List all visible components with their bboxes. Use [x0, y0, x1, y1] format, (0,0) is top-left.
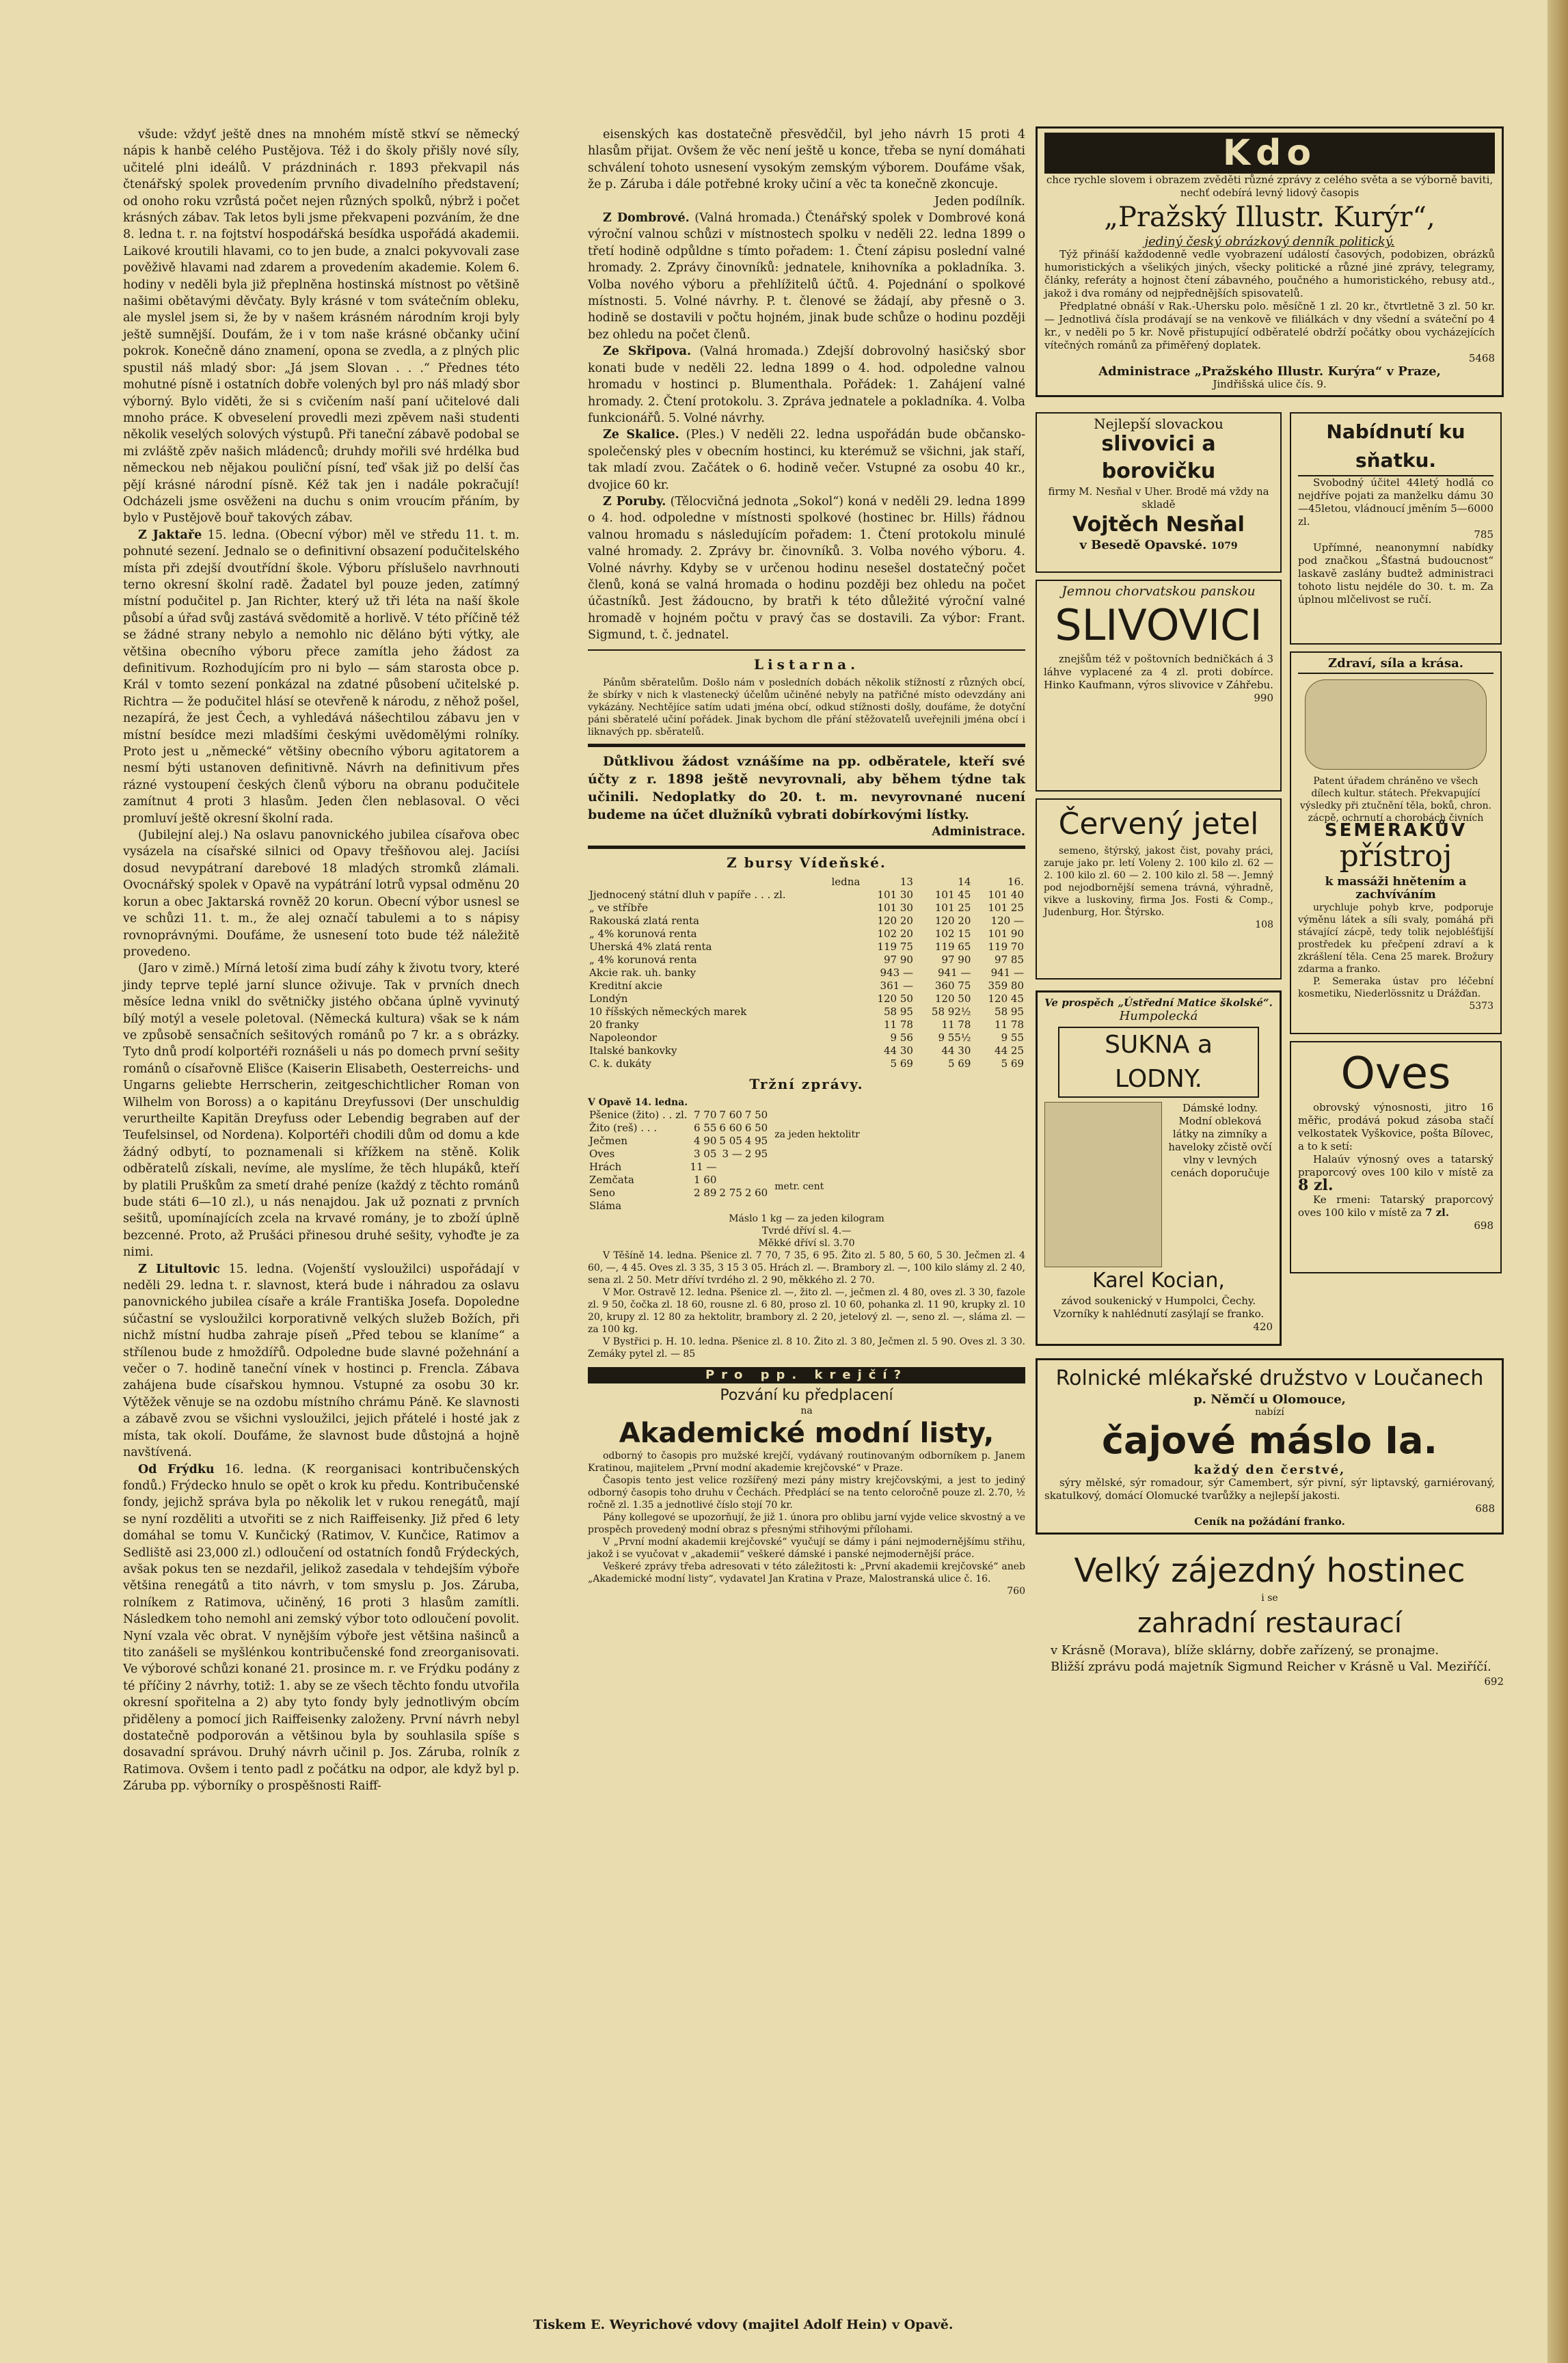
article-pustejov: všude: vždyť ještě dnes na mnohém místě stkví se německý nápis k hanbě celého Pustějova. Též i do školy přišly nové síly, učitelé plni ideálů. V prázdninách r. 1893 překvapil nás čtenářský spolek provedením prvního divadelního představení; od onoho roku vzrůstá počet nejen různých spolků, nýbrž i počet krásných zábav. Tak letos byli jsme překvapeni pozváním, že dne 8. ledna t. r. na fojtství hospodářská besídka uspořádá akademii. Laikové kroutili hlavami, co to jen bude, a znalci pokyvovali zase pověživě hlavami nad zdarem a provedením akademie. Kolem 6. hodiny v neděli byla již přeplněna hostinská místnost po většině našimi obětavými děvčaty. Byly krásné v tom svátečním obleku, ale myslel jsem si, že by v našem krásném národním kroji byly ještě sumnější. Doufám, že i v tom naše krásné občanky učiní pokrok. Konečně dáno znamení, opona se zvedla, a z plných plic spustil náš mladý sbor: „Já jsem Slovan . . .“ Přednes této mohutné písně i ostatních dobře volených byl pro náš mladý sbor výborný. Bylo viděti, že si s cvičením naší paní učitelové dali mnoho práce. K obveselení provedli mezi zpěvem naši studenti několik veselých solových výstupů. Při taneční zábavě podobal se mi zvláště zpěv našich mládenců; druhdy mořili své hrdélka bud německou neb nějakou pouliční písní, teď však již po delší čas pějí krásné národní písně. Kéž tak jen i nadále pokračují! Odcházeli jsme osvěženi na duchu s onim vroucím přáním, by bylo v Pustějově bouř takových zábav. [123, 128, 519, 526]
ad-jetel-title: Červený jetel [1058, 807, 1259, 841]
bursa-row-cell: 11 78 [995, 1018, 1024, 1031]
ad-chorv-code: 990 [1254, 692, 1273, 704]
printer-footer: Tiskem E. Weyrichové vdovy (majitel Adolf Hein) v Opavě. [533, 2317, 954, 2332]
trzni-table [588, 1109, 769, 1213]
ad-slivovice-top: Nejlepší slovackou [1094, 416, 1224, 432]
ad-right-stack [1290, 412, 1502, 1346]
trzni-row-cell: 4 95 [744, 1135, 768, 1148]
ad-hostinec-code: 692 [1484, 1675, 1504, 1688]
bursa-row-cell: 120 50 [877, 992, 913, 1005]
ad-hostinec-subtitle: zahradní restaurací [1137, 1608, 1402, 1639]
ad-hostinec-body-2: Bližší zprávu podá majetník Sigmund Reicher v Krásně u Val. Meziříčí. [1051, 1660, 1491, 1674]
divider [588, 649, 1025, 651]
bursa-row-cell: 97 90 [941, 953, 971, 966]
trzni-row-cell: Pšenice (žito) . . zl. [589, 1109, 688, 1122]
bursa-row-cell: Italské bankovky [589, 1044, 677, 1057]
bursa-row-cell: 5 69 [1001, 1057, 1024, 1070]
ad-slivovice-name: Vojtěch Nesňal [1072, 513, 1245, 537]
trzni-unit-metr-cent: metr. cent [774, 1181, 824, 1193]
drivi-mekke: Měkké dříví sl. 3.70 [758, 1238, 855, 1250]
trzni-row-cell: 3 — [722, 1148, 742, 1161]
bursa-row [588, 928, 1025, 941]
trzni-row-cell: 7 70 [694, 1109, 717, 1122]
ad-slivovice-code: 1079 [1211, 541, 1238, 552]
ad-krejci-body-5: Veškeré zprávy třeba adresovati v této záležitosti k: „První akademii krejčovské“ aneb „Akademické modní listy“, vydavatel Jan Kratina v Praze, Malostranská ulice č. 16. [588, 1561, 1025, 1584]
bursa-row-cell: 5 69 [890, 1057, 913, 1070]
tailor-figure-illustration [1044, 1102, 1162, 1267]
ad-left-stack [1036, 412, 1282, 1346]
column-3 [1036, 126, 1504, 1688]
trzni-row-cell: 5 05 [719, 1135, 742, 1148]
bursa-row [588, 954, 1025, 967]
ad-semerak-pristroj: přístroj [1339, 839, 1452, 874]
ad-mlek-body: sýry mělské, sýr romadour, sýr Camembert, sýr pivní, sýr liptavský, garniérovaný, skatulkový, domácí Olomucké tvarůžky a nejlepší jakosti. [1044, 1476, 1495, 1502]
ad-oves-price-1: 8 zl. [1298, 1176, 1334, 1194]
trzni-row-cell: 7 50 [744, 1109, 768, 1122]
drivi-tvrde: Tvrdé dříví sl. 4.— [761, 1226, 852, 1237]
article-frydek-text: 16. ledna. (K reorganisaci kontribučenských fondů.) Frýdecko hnulo se opět o krok ku předu. Kontribučenské fondy, jejichž správa byla po několik let v rukou renegátů, mají se nyní rozděliti a utvořiti se z nich Raiffeisenky. Již před 6 lety domáhal se tomu V. Kunčický (Ratimov, V. Kunčice, Ratimov a Sedliště asi 23,000 zl.) odloučení od ostatních fondů Frýdeckých, avšak pokus ten se nezdařil, jelikož zasedala v tehdejším výboře většina renegátů a tito návrh, v tom smyslu p. Jos. Záruba, rolníkem z Ratimova, učiněný, 16 proti 3 hlasům zamítli. Následkem toho nemohl ani zemský výbor toto odloučení povolit. Nyní vzala věc obrat. V nynějším výboře jest většina našinců a tito zanášeli se myšlénkou kontribučenské fond zreorganisovati. Ve výborové schůzi konané 21. prosince m. r. ve Frýdku podány z té příčiny 2 návrhy, totiž: 1. aby se ze všech těchto fondu utvořila okresní spořitelna a 2) aby tyto fondy byly jednotlivým obcím přiděleny a pomocí jich Raiffeisenky založeny. První návrh nebyl dostatečně podporován a většinou byla by souhlasila spíše s dosavadní správou. Druhý návrh učinil p. Jos. Záruba, rolník z Ratimova. Ovšem i tento padl z počátku na odpor, ale když byl p. Záruba pp. výborníky o prospěšnosti Raiff- [123, 1462, 519, 1794]
ad-krejci-body-1: odborný to časopis pro mužské krejčí, vydávaný routinovaným odborníkem p. Janem Kratinou, majitelem „První modní akademie krejčovské“ v Praze. [588, 1450, 1025, 1474]
bursa-row-cell: 44 25 [995, 1044, 1024, 1057]
trzni-row-cell [718, 1200, 743, 1213]
trzni-row [588, 1135, 769, 1148]
trzni-row-cell: Seno [589, 1187, 615, 1200]
ad-mlek-title: Rolnické mlékařské družstvo v Loučanech [1055, 1366, 1484, 1390]
ad-oves-title: Oves [1340, 1049, 1451, 1099]
trzni-row-cell: Zemčata [589, 1174, 634, 1187]
trzni-row-cell: Žito (reš) . . . [589, 1122, 658, 1135]
article-raiffeisen-cont: eisenských kas dostatečně přesvědčil, byl jeho návrh 15 proti 4 hlasům přijat. Ovšem že věc není ještě u konce, třeba se nyní domáhati schválení tohoto usnesení vysokým zemským výborem. Doufáme však, že p. Záruba i dále potřebné kroky učiní a věc ta konečně zkoncuje. [588, 128, 1025, 192]
article-skalice-place: Ze Skalice. [603, 428, 679, 442]
ad-kuryr-intro: chce rychle slovem i obrazem zvěděti různé zprávy z celého světa a se výborně baviti, nechť odebírá levný lidový časopis [1046, 174, 1493, 199]
bursa-row-header [588, 876, 1025, 889]
article-dombrova-text: (Valná hromada.) Čtenářský spolek v Dombrové koná výroční valnou schůzi v místnostech spolku v neděli 22. ledna 1899 o třetí hodině odpůldne s tímto pořadem: 1. Čtení zápisu poslední valné hromady. 2. Zprávy činovníků: jednatele, knihovníka a pokladníka. 3. Volba nového výboru a přehlížitelů účtů. 4. Pojednání o spolkové místnosti. 5. Volné návrhy. P. t. členové se žádají, aby přesně o 3. hodině se dostavili v počtu hojném, jinak bude schůze o hodinu později bez ohledu na počet členů. [588, 211, 1025, 342]
ad-snatek-body: Svobodný účitel 44letý hodlá co nejdříve pojati za manželku dámu 30—45letou, vládnoucí jměním 5—6000 zl. [1298, 476, 1493, 528]
ad-sukna [1036, 990, 1282, 1346]
bursa-row-cell: 120 — [990, 914, 1024, 927]
ad-krejci-bar: Pro pp. krejčí? [588, 1367, 1025, 1383]
bursa-row [588, 1044, 1025, 1057]
bursa-row [588, 902, 1025, 915]
subscriber-notice-signature: Administrace. [932, 825, 1025, 839]
bursa-row-cell: 9 55 [1001, 1031, 1024, 1044]
bursa-row-cell: C. k. dukáty [589, 1057, 651, 1070]
ad-oves-offer-1 [1298, 1153, 1493, 1193]
ad-mlek-cajove: čajové máslo Ia. [1102, 1419, 1437, 1462]
trzni-row-cell: 6 50 [744, 1122, 768, 1135]
bursa-row-cell: 119 75 [877, 940, 913, 953]
bursa-row-cell: Rakouská zlatá renta [589, 914, 699, 927]
bursa-row-cell: „ ve stříbře [589, 901, 649, 914]
bursa-row [588, 889, 1025, 902]
ad-semerak-title: SEMERAKŮV [1324, 820, 1468, 841]
article-signature: Jeden podílník. [934, 194, 1025, 208]
ad-oves-offer-2 [1298, 1193, 1493, 1219]
bursa-row [588, 1031, 1025, 1044]
ad-slivovice-body: firmy M. Nesňal v Uher. Brodě má vždy na skladě [1048, 485, 1269, 511]
ad-snatek [1290, 412, 1502, 645]
ad-hostinec-title: Velký zájezdný hostinec [1074, 1552, 1465, 1590]
ad-mlek-code: 688 [1475, 1502, 1495, 1515]
ad-kuryr-price: Předplatné obnáší v Rak.-Uhersku polo. měsíčně 1 zl. 20 kr., čtvrtletně 3 zl. 50 kr. — Jednotlivá čísla prodávají se na venkově ve filiálkách v dny všední a sváteční po 4 kr., v neděli po 5 kr. Nově přistupující odběratelé obdrží počátky obou vycházejících vítečných románů za přiměřený doplatek. [1044, 300, 1495, 351]
bursa-row-cell: 359 80 [988, 979, 1024, 992]
trzni-row-cell: Oves [589, 1148, 615, 1161]
ad-hostinec-body: v Krásně (Morava), blíže sklárny, dobře zařízený, se pronajme. [1051, 1643, 1439, 1658]
bursa-row-cell: 58 95 [884, 1005, 913, 1018]
bursa-row-cell: 120 20 [934, 914, 971, 927]
article-jaktar-place: Z Jaktaře [138, 528, 202, 542]
article-litultovice-text: 15. ledna. (Vojenští vysloužilci) uspořádají v neděli 29. ledna t. r. slavnost, která bude i náhradou za oslavu panovnického jubilea císaře a krále Františka Josefa. Dopoledne súčastní se vysloužilci korporativně velkých služeb Božích, při nichž místní hudba zahraje píseň „Před tebou se klaníme“ a střílenou bude z hmoždířů. Odpoledne bude slavné požehnání a večer o 7. hodině taneční vínek v hostinci p. Frencla. Zábava zahájena bude císařskou hymnou. Vstupné za osobu 30 kr. Výtěžek věnuje se na ozdobu místního chrámu Páně. Ke slavnosti a zábavě zvou se všichni vysloužilci, jejich přátelé i hosté jak z místa, tak okolí. Doufáme, že slavnost bude důstojná a hojně navštívená. [123, 1262, 519, 1460]
bursa-row-cell: 101 40 [988, 888, 1024, 901]
article-frydek [123, 1461, 519, 1795]
bursa-row [588, 967, 1025, 980]
ad-snatek-title: Nabídnutí ku sňatku. [1298, 418, 1493, 476]
article-litultovice-place: Z Litultovic [138, 1262, 220, 1276]
trzni-row [588, 1200, 769, 1213]
bursa-row-cell: 58 95 [995, 1005, 1024, 1018]
bursa-row-cell: 11 78 [941, 1018, 971, 1031]
ad-row-1 [1036, 412, 1504, 1346]
ad-krejci-title: Akademické modní listy, [619, 1417, 995, 1449]
ad-sukna-middle [1044, 1102, 1273, 1267]
ad-slivovice-place-text: v Besedě Opavské. [1079, 538, 1207, 552]
bursa-row-cell: „ 4% korunová renta [589, 953, 697, 966]
ad-kuryr-subtitle: jediný český obrázkový denník politický. [1144, 234, 1395, 249]
bursa-row-cell: 101 30 [877, 888, 913, 901]
bursa-row-cell: 102 20 [877, 927, 913, 940]
ad-chorvatska-slivovice [1036, 580, 1282, 792]
bursa-row-cell: 120 45 [988, 992, 1024, 1005]
bursa-row-cell: 120 20 [877, 914, 913, 927]
article-skripov-text: (Valná hromada.) Zdejší dobrovolný hasičský sbor konati bude v neděli 22. ledna 1899 o 4. hod. odpoledne valnou hromadu v hostinci p. Blumenthala. Pořádek: 1. Zahájení valné hromady. 2. Čtení protokolu. 3. Zpráva jednatele a pokladníka. 4. Volba funkcionářů. 5. Volné návrhy. [588, 345, 1025, 425]
ad-sukna-label: Humpolecká [1119, 1009, 1198, 1023]
ad-krejci-body-2: Časopis tento jest velice rozšířený mezi pány mistry krejčovskými, a jest to jediný odborný časopis toho druhu v Čechách. Předplácí se na tento celoročně pouze zl. 2.70, ½ ročně zl. 1.35 a jednotlivé číslo stojí 70 kr. [588, 1474, 1025, 1511]
ad-oves [1290, 1041, 1502, 1273]
bursa-row-cell: 97 85 [995, 953, 1024, 966]
bursa-row-cell: 44 30 [941, 1044, 971, 1057]
ad-jetel-body: semeno, štýrský, jakost čist, povahy práci, zaruje jako pr. letí Voleny 2. 100 kilo zl. 62 — 2. 100 kilo zl. 60 — 2. 100 kilo zl. 58 —. Jemný pod nejodbornější semena trávná, výhradně, vikve a luskoviny, firma Jos. Fosti & Comp., Judenburg, Hor. Štýrsko. [1044, 846, 1273, 918]
trzni-row-cell: 2 89 [694, 1187, 717, 1200]
article-frydek-place: Od Frýdku [138, 1462, 215, 1476]
trzni-row-cell [744, 1174, 769, 1187]
bursa-row-cell: 101 30 [877, 901, 913, 914]
ad-slivovice-title: slivovici a borovičku [1101, 432, 1216, 483]
bursa-row-cell: Kreditní akcie [589, 979, 663, 992]
ad-sukna-title: SUKNA a LODNY. [1058, 1027, 1259, 1098]
trzni-row [588, 1187, 769, 1200]
article-skalice-text: (Ples.) V neděli 22. ledna uspořádán bude občansko-společenský ples v obecním hostinci, ku kterémuž se všichni, jak staří, tak mladí zvou. Začátek o 6. hodině večer. Vstupné za osobu 40 kr., dvojice 60 kr. [588, 428, 1025, 492]
trzni-row-cell [718, 1161, 743, 1174]
ad-hostinec [1036, 1550, 1504, 1688]
bursa-row-cell: 361 — [880, 979, 913, 992]
trzni-row-cell: 6 55 [694, 1122, 717, 1135]
trzni-row-cell: 2 60 [744, 1187, 768, 1200]
ad-semerak-firm: P. Semeraka ústav pro léčební kosmetiku, Niederlössnitz u Drážďan. [1298, 976, 1493, 999]
ad-mlek-place: p. Němčí u Olomouce, [1193, 1392, 1346, 1407]
trzni-row-cell: 11 — [690, 1161, 717, 1174]
trzni-row-cell: 1 60 [694, 1174, 717, 1187]
bursa-row-cell: Jjednocený státní dluh v papíře . . . zl. [589, 888, 786, 901]
bursa-row-cell: Akcie rak. uh. banky [589, 966, 697, 979]
bursa-row-cell: Londýn [589, 992, 628, 1005]
ad-kuryr-admin: Administrace „Pražského Illustr. Kurýra“ v Praze, [1098, 364, 1441, 379]
bursa-row-cell: 9 55½ [938, 1031, 971, 1044]
bursa-row-cell: 360 75 [934, 979, 971, 992]
bursa-row-cell: 102 15 [934, 927, 971, 940]
bursa-row-cell: 101 25 [988, 901, 1024, 914]
market-tesin: V Těšíně 14. ledna. Pšenice zl. 7 70, 7 35, 6 95. Žito zl. 5 80, 5 60, 5 30. Ječmen zl. 4 60, —, 4 45. Oves zl. 3 35, 3 15 3 05. Hrách zl. —. Brambory zl. —, 100 kilo slámy zl. 2 40, sena zl. 2 50. Metr dříví tvrdého zl. 2 90, měkkého zl. 2 70. [588, 1250, 1025, 1286]
trzni-unit-hektolitr: za jeden hektolitr [774, 1129, 860, 1141]
bursa-row-header-cell: 13 [900, 875, 913, 888]
ad-mlek-cenik: Ceník na požádání franko. [1194, 1515, 1345, 1528]
bursa-row-cell: 119 70 [988, 940, 1024, 953]
ad-sukna-top: Ve prospěch „Ústřední Matice školské“. [1044, 997, 1273, 1009]
bursa-row [588, 980, 1025, 993]
bursa-row-header-cell: 14 [958, 875, 971, 888]
market-bystrice: V Bystřici p. H. 10. ledna. Pšenice zl. 8 10. Žito zl. 3 80, Ječmen zl. 5 90. Oves zl. 3 30. Zemáky pytel zl. — 85 [588, 1336, 1025, 1360]
bursa-row-cell: 20 franky [589, 1018, 639, 1031]
bursa-row [588, 1057, 1025, 1070]
ad-semerak-body: urychluje pohyb krve, podporuje výměnu látek a síli svaly, pomáhá při stávající zácpě, tedy tolik nejobléšťijší prostředek ku přečpení zdraví a k zkrášlení těla. Cena 25 marek. Brožury zdarma a franko. [1298, 902, 1493, 975]
bursa-row-cell: 44 30 [884, 1044, 913, 1057]
ad-oves-code: 698 [1474, 1219, 1493, 1232]
ad-snatek-body-2: Upřímné, neanonymní nabídky pod značkou „Šťastná budoucnost“ laskavě zaslány budtež administraci tohoto listu nejdéle do 30. t. m. Za úplnou mlčelivost se ručí. [1298, 541, 1493, 606]
divider-thick [588, 744, 1025, 747]
bursa-heading: Z bursy Vídeňské. [727, 854, 887, 872]
ad-jetel [1036, 798, 1282, 980]
ad-krejci-body-4: V „První modní akademii krejčovské“ vyučují se dámy i páni nejmodernějšímu střihu, jakož i se vyučovat v „akademii“ veškeré dámské i panské nejmodernější práce. [588, 1536, 1025, 1560]
ad-kuryr-code: 5468 [1468, 352, 1495, 364]
bursa-row-header-cell: 16. [1008, 875, 1024, 888]
article-poruba-text: (Tělocvičná jednota „Sokol“) koná v neděli 29. ledna 1899 o 4. hod. odpoledne v místnosti spolkové (hostinec br. Hills) řádnou valnou hromadu s následujícím pořadem: 1. Čtení protokolu minulé valné hromady. 2. Zprávy br. činovníků. 3. Volba nového výboru. 4. Volné návrhy. Kdyby se v určenou hodinu nesešel dostatečný počet členů, koná se valná hromada o hodinu později bez ohledu na počet účastníků. Jest žádoucno, by bratři k této důležité výroční valné hromadě v hojném počtu v pravý čas se dostavili. Za výbor: Frant. Sigmund, t. č. jednatel. [588, 494, 1025, 643]
ad-slivovice-place [1044, 539, 1273, 552]
trzni-row-cell: 7 60 [719, 1109, 742, 1122]
scan-page-edge [1547, 0, 1568, 2363]
listarna-heading: Listarna. [753, 656, 860, 673]
bursa-row-cell: 58 92½ [931, 1005, 971, 1018]
bursa-row [588, 993, 1025, 1005]
bursa-row-cell: 941 — [990, 966, 1024, 979]
bursa-row-cell: 119 65 [934, 940, 971, 953]
ad-sukna-place: závod soukenický v Humpolci, Čechy. Vzorníky k nahlédnutí zasýlají se franko. [1053, 1295, 1265, 1320]
ad-chorv-title: SLIVOVICI [1055, 600, 1262, 650]
article-jaktar [123, 527, 519, 827]
trzni-row-cell: Sláma [589, 1200, 622, 1213]
article-poruba-place: Z Poruby. [603, 494, 666, 509]
divider-thick [588, 846, 1025, 849]
bursa-row-cell: 941 — [937, 966, 971, 979]
trzni-block [588, 1109, 1025, 1213]
trzni-row-cell: 2 95 [744, 1148, 768, 1161]
bursa-row [588, 941, 1025, 954]
article-dombrova [588, 210, 1025, 343]
bursa-row-cell: 9 56 [890, 1031, 913, 1044]
listarna-text: Pánům sběratelům. Došlo nám v posledních dobách několik stížností z různých obcí, že sbírky v nich k vlastenecký účelům učiněné nebyly na patřičné místo odevzdány ani vykázány. Nechtějíce satím udati jména obcí, odkud stížnosti došly, doufáme, že dotyční páni sběratelé učiní pořádek. Jinak bychom dle přání stěžovatelů uveřejnili jména obcí i liknavých pp. sběratelů. [588, 677, 1025, 738]
trzni-place: V Opavě 14. ledna. [588, 1097, 688, 1109]
ad-kuryr-body: Týž přináší každodenně vedle vyobrazení událostí časových, podobizen, obrázků humoristických a všelikých jiných, všecky politické a různé jiné zprávy, telegramy, články, referáty a hojnost čtení zábavného, poučného a humoristického, rebusy atd., jakož i dva romány od nejpřednějších spisovatelů. [1044, 248, 1495, 299]
subscriber-notice: Důtklivou žádost vznášíme na pp. odběratele, kteří své účty z r. 1898 ještě nevyrovnali, aby během týdne tak učinili. Nedoplatky do 20. t. m. nevyrovnané nucení budeme na účet dlužníků vybrati dobírkovými lístky. [588, 754, 1025, 822]
article-skalice [588, 427, 1025, 494]
ad-snatek-code: 785 [1474, 528, 1493, 541]
ad-semerak-code: 5373 [1469, 1001, 1493, 1012]
column-2 [588, 126, 1025, 1597]
bursa-row-cell: „ 4% korunová renta [589, 927, 697, 940]
article-dombrova-place: Z Dombrové. [603, 211, 690, 226]
trzni-row-cell [744, 1200, 769, 1213]
trzni-row [588, 1148, 769, 1161]
ad-oves-price-2: 7 zl. [1425, 1206, 1450, 1219]
ad-slivovice-nesnal [1036, 412, 1282, 573]
article-jaktar-text: 15. ledna. (Obecní výbor) měl ve středu 11. t. m. pohnuté sezení. Jednalo se o definitivní obsazení podučitelského místa při zdejší dvoutřídní škole. Výboru příslušelo navrhnouti terno okresní školní radě. Žadatel byl pouze jeden, zatímný místní podučitel p. Jan Richter, který už tři léta na naší škole působí a úřad svůj zastává svědomitě a horlivě. V této příčině též se žádné strany nebylo a nemohlo nic děláno býti výtky, ale většina obecního výboru přece zamítla jeho žádost za definitivum. Rozhodujícím pro ni bylo — sám starosta obce p. Král v tomto sezení ponkázal na zdatné působení učitelské p. Richtra — že podučitel hlásí se otevřeně k národu, z něhož pošel, nezapírá, že jest Čech, a vyhledává nášechtilou zábavu jen v místní besídce mezi mladšími českými uvědomělými rolníky. Proto jest u „německé“ většiny obecního výboru agitatorem a nesmí býti ustanoven definitivně. Návrh na definitivum přes rázné vystoupení českých členů výboru na obranu podučitele zamítnut 4 proti 3 hlasům. Jeden člen neblasoval. O věci promluví ještě okresní školní rada. [123, 528, 519, 826]
maslo-price: Máslo 1 kg — za jeden kilogram [729, 1213, 884, 1225]
article-jubilejni-alej: (Jubilejní alej.) Na oslavu panovnického jubilea císařova obec vysázela na císařské silnici od Opavy třešňovou alej. Jaciísi dosud nevypátraní darebové 18 mladých stromků zlámali. Ovocnářský spolek v Opavě na vypátrání lotrů vypsal odměnu 20 korun a obec Jaktarská rovněž 20 korun. Obecní výbor usnesl se ve schůzi 11. t. m., že alej označí tabulemi a to s nápisy rovnoprávnými. Doufáme, že usnesení toto bude též náležitě provedeno. [123, 828, 519, 959]
bursa-row-cell: 97 90 [884, 953, 913, 966]
ad-sukna-code: 420 [1253, 1321, 1273, 1333]
ad-sukna-name: Karel Kocian, [1092, 1269, 1225, 1293]
ad-oves-offer-1-text: Halaúv výnosný oves a tatarský praporcový oves 100 kilo v místě za [1298, 1153, 1493, 1178]
ad-chorv-body: znejšům též v poštovních bedničkách á 3 láhve vyplacené za 4 zl. proti dobírce. Hinko Kaufmann, výros slivovice v Záhřebu. [1044, 653, 1273, 691]
bursa-row-cell: 5 69 [947, 1057, 971, 1070]
bursa-row-cell: 101 90 [988, 927, 1024, 940]
bursa-row-cell: 101 25 [934, 901, 971, 914]
trzni-row-cell [744, 1161, 769, 1174]
ad-hostinec-se: i se [1261, 1593, 1278, 1604]
bursa-row-cell: 120 50 [934, 992, 971, 1005]
ad-mlek-daily: každý den čerstvé, [1193, 1463, 1346, 1477]
trzni-row [588, 1161, 769, 1174]
trzni-row-cell [718, 1174, 743, 1187]
bursa-row-cell: Napoleondor [589, 1031, 657, 1044]
ad-semerak-intro: Patent úřadem chráněno ve všech dílech kultur. státech. Překvapující výsledky při ztučnění těla, boků, chron. zácpě, ochrnutí a chorobách čivních [1299, 776, 1492, 824]
ad-oves-body: obrovský výnosnosti, jitro 16 měřic, prodává pokud zásoba stačí velkostatek Vyškovice, pošta Bílovec, a to k setí: [1298, 1101, 1493, 1152]
article-poruba [588, 494, 1025, 644]
bursa-row-cell: 101 45 [934, 888, 971, 901]
ad-chorv-top: Jemnou chorvatskou panskou [1062, 584, 1256, 599]
bursa-row [588, 1018, 1025, 1031]
ad-sukna-body: Dámské lodny. Modní obleková látky na zimníky a haveloky zčistě ovčí vlny v levných cenách doporučuje [1168, 1102, 1272, 1179]
article-jaro-v-zime: (Jaro v zimě.) Mírná letoší zima budí záhy k životu tvory, které jindy teprve teplé jarní slunce oživuje. Tak v prvních dnech měsíce ledna vnikl do světničky jistého občana úplně vyvinutý bílý motýl a vesele poletoval. (Německá kultura) však se k nám ve způsobě sensačních sešitových románů po 7 kr. a s obrázky. Tyto dnů prodí kolportéři roznášeli u nás po domech první sešity románů o císařovně Elišce (Kaiserin Elisabeth, Oesterreichs- und Ungarns geliebte Herrscherin, zeitgeschichtlicher Roman von Wilhelm von Boross) a o kapitánu Dreyfussovi (Der unschuldig verurtheilte Kapitän Dreyfuss oder Lebendig begraben auf der Teufelsinsel, od Nordena). Kolportéři chodili dům od domu a kde žádný odbytí, to poznamenali si křížkem na stěně. Kolik odběratelů získali, nevíme, ale myslíme, že těch hlupáků, kteří by platili Pruškům za smetí drahé peníze (každý z těchto románů bude státi 6—10 zl.), u nás nenajdou. Jak už poznati z prvních sešitů, upomínajících zcela na krvavé romány, je to zboží úplně bezcenné. Proto, až Prušáci přinesou druhé sešity, vyhoďte je za nimi. [123, 962, 519, 1260]
ad-mlek-nabizi: nabízí [1255, 1407, 1284, 1418]
trzni-heading: Tržní zprávy. [749, 1075, 864, 1092]
bursa-row-cell: 10 říšských německých marek [589, 1005, 747, 1018]
trzni-row [588, 1122, 769, 1135]
trzni-row-cell: 4 90 [694, 1135, 717, 1148]
ad-krejci-code: 760 [1007, 1585, 1025, 1597]
trzni-row-cell: 3 05 [694, 1148, 717, 1161]
bursa-row-header-cell: ledna [831, 875, 861, 888]
bursa-row-cell: 943 — [880, 966, 913, 979]
ad-krejci-body-3: Pány kollegové se upozorňují, že již 1. února pro oblibu jarní vyjde velice skvostný a ve prospěch provedený modní obraz s přesnými střihovými přílohami. [588, 1511, 1025, 1535]
ad-semerak-heading: Zdraví, síla a krása. [1298, 657, 1493, 674]
trzni-units [774, 1109, 860, 1213]
trzni-row-cell: 2 75 [719, 1187, 742, 1200]
ad-kuryr-address: Jindřišská ulice čís. 9. [1213, 378, 1327, 390]
article-skripov [588, 343, 1025, 427]
ad-semerak-subtitle: k massáži hnětením a zachvíváním [1325, 875, 1467, 902]
bursa-row-cell: 11 78 [884, 1018, 913, 1031]
bursa-row-cell: Uherská 4% zlatá renta [589, 940, 712, 953]
ad-mlekarske-druzstvo [1036, 1358, 1504, 1535]
ad-kuryr-title: „Pražský Illustr. Kurýr“, [1104, 202, 1435, 233]
article-litultovice [123, 1261, 519, 1461]
ad-kuryr-kdo: Kdo [1044, 133, 1495, 174]
ad-krejci-invite: Pozvání ku předplacení [720, 1387, 893, 1405]
massage-device-illustration [1305, 679, 1487, 770]
trzni-row [588, 1109, 769, 1122]
ad-semerak [1290, 651, 1502, 1034]
trzni-row-cell: Ječmen [589, 1135, 628, 1148]
ad-kuryr [1036, 126, 1504, 397]
trzni-row-cell: 6 60 [719, 1122, 742, 1135]
bursa-row [588, 1005, 1025, 1018]
bursa-table [588, 876, 1025, 1070]
article-skripov-place: Ze Skřipova. [603, 345, 692, 359]
bursa-row [588, 915, 1025, 928]
trzni-row [588, 1174, 769, 1187]
market-ostrava: V Mor. Ostravě 12. ledna. Pšenice zl. —, žito zl. —, ječmen zl. 4 80, oves zl. 3 30, fazole zl. 9 50, čočka zl. 18 60, rousne zl. 6 80, proso zl. 10 60, pohanka zl. 11 90, krupky zl. 10 20, krupy zl. 12 80 za hektolitr, brambory zl. 2 20, jetelový zl. —, seno zl. —, sláma zl. — za 100 kg. [588, 1287, 1025, 1336]
trzni-row-cell: Hrách [589, 1161, 622, 1174]
ad-oves-offer-2-text: Ke rmeni: Tatarský praporcový oves 100 kilo v místě za [1298, 1193, 1493, 1219]
ad-jetel-code: 108 [1255, 919, 1273, 930]
trzni-row-cell [689, 1200, 718, 1213]
ad-krejci-na: na [800, 1405, 813, 1416]
column-1 [123, 126, 519, 1795]
